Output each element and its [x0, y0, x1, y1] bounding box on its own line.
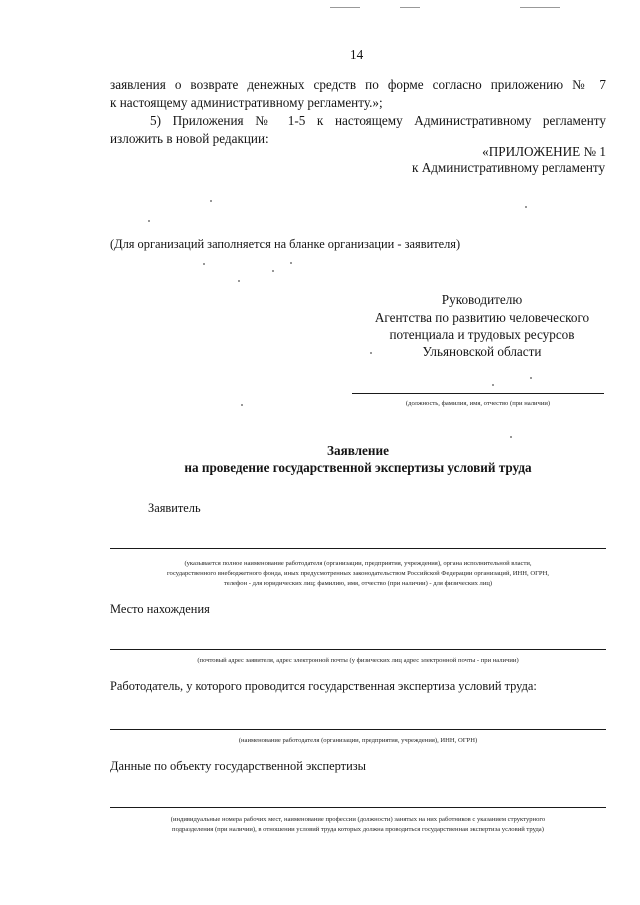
scan-artifact: [520, 7, 560, 8]
scan-speck: [370, 352, 372, 354]
scan-artifact: [400, 7, 420, 8]
org-note: (Для организаций заполняется на бланке организации - заявителя): [110, 237, 461, 251]
addressee-caption: (должность, фамилия, имя, отчество (при наличии): [405, 400, 551, 407]
applicant-caption-3: телефон - для юридических лиц; фамилию, имя, отчество (при наличии) - для физических лиц): [223, 580, 493, 587]
scan-speck: [241, 404, 243, 406]
addressee-signature-line: [352, 393, 604, 394]
addressee-line-3: потенциала и трудовых ресурсов: [389, 327, 575, 342]
document-title: Заявление: [327, 443, 389, 458]
intro-line-3: 5) Приложения № 1-5 к настоящему Административному регламенту: [150, 113, 606, 128]
page-number: 14: [350, 47, 364, 62]
scan-speck: [492, 384, 494, 386]
intro-line-2: к настоящему административному регламенту.»;: [110, 95, 383, 110]
object-field-line: [110, 807, 606, 808]
addressee-line-2: Агентства по развитию человеческого: [374, 310, 590, 325]
addressee-line-1: Руководителю: [441, 292, 523, 307]
scan-speck: [510, 436, 512, 438]
addressee-line-4: Ульяновской области: [422, 344, 542, 359]
scan-speck: [210, 200, 212, 202]
scan-speck: [272, 270, 274, 272]
object-caption-2: подразделения (при наличии), в отношении условий труда которых должна проводиться государственная экспертиза условий труда): [172, 826, 544, 833]
scan-speck: [525, 206, 527, 208]
applicant-field-line: [110, 548, 606, 549]
applicant-caption-2: государственного внебюджетного фонда, иных предусмотренных законодательством Российской Федерации организаций, ИНН, ОГРН,: [166, 570, 550, 577]
intro-line-1: заявления о возврате денежных средств по форме согласно приложению № 7: [110, 77, 606, 92]
employer-field-line: [110, 729, 606, 730]
location-label: Место нахождения: [110, 602, 210, 616]
scan-speck: [530, 377, 532, 379]
scan-speck: [290, 262, 292, 264]
location-caption: (почтовый адрес заявителя, адрес электронной почты (у физических лиц адрес электронной почты - при наличии): [197, 657, 519, 664]
applicant-label: Заявитель: [148, 501, 201, 515]
document-subtitle: на проведение государственной экспертизы условий труда: [184, 460, 532, 475]
applicant-caption-1: (указывается полное наименование работодателя (организации, предприятия, учреждения), органа исполнительной власти,: [184, 560, 532, 567]
intro-line-4: изложить в новой редакции:: [110, 131, 269, 146]
scan-artifact: [330, 7, 360, 8]
employer-label: Работодатель, у которого проводится государственная экспертиза условий труда:: [110, 679, 537, 693]
scan-speck: [203, 263, 205, 265]
appendix-subtitle: к Административному регламенту: [412, 160, 606, 175]
appendix-title: «ПРИЛОЖЕНИЕ № 1: [482, 144, 606, 159]
object-caption-1: (индивидуальные номера рабочих мест, наименование профессии (должности) занятых на них работников с указанием структурного: [170, 816, 546, 823]
object-label: Данные по объекту государственной экспертизы: [110, 759, 366, 773]
scan-speck: [148, 220, 150, 222]
scan-speck: [238, 280, 240, 282]
employer-caption: (наименование работодателя (организации, предприятия, учреждения), ИНН, ОГРН): [238, 737, 478, 744]
location-field-line: [110, 649, 606, 650]
